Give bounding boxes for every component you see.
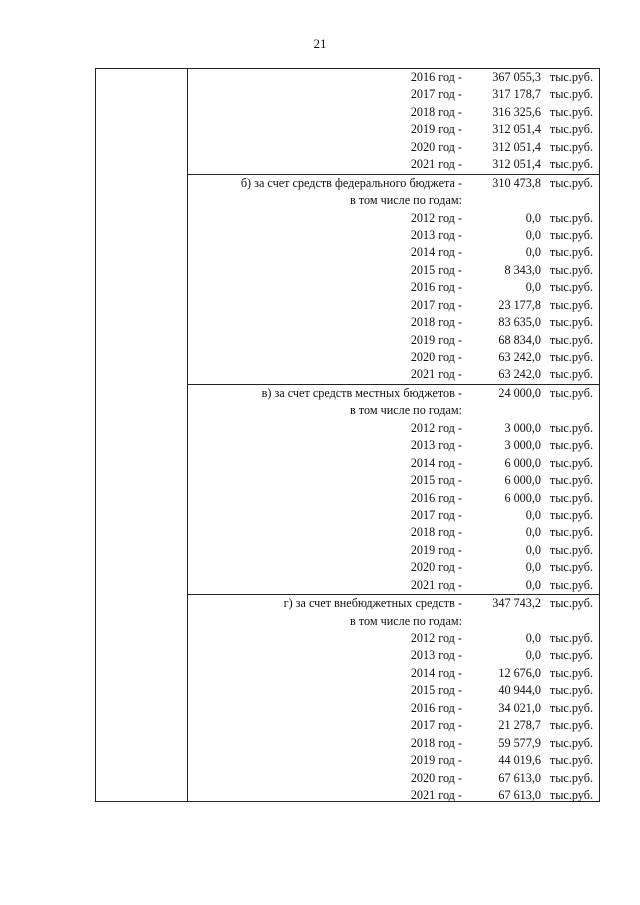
row-value: 8 343,0 xyxy=(504,262,541,277)
row-unit: тыс.руб. xyxy=(549,490,593,505)
row-unit: тыс.руб. xyxy=(549,438,593,453)
row-unit: тыс.руб. xyxy=(549,560,593,575)
year-row xyxy=(188,559,599,576)
section-header-row xyxy=(188,384,599,402)
row-label: 2020 год - xyxy=(410,139,462,154)
row-label: 2013 год - xyxy=(410,438,462,453)
row-value: 0,0 xyxy=(525,280,541,295)
row-unit: тыс.руб. xyxy=(549,473,593,488)
row-unit: тыс.руб. xyxy=(549,367,593,382)
row-value: 310 473,8 xyxy=(492,175,541,190)
year-row xyxy=(188,139,599,156)
row-unit: тыс.руб. xyxy=(549,245,593,260)
row-unit: тыс.руб. xyxy=(549,525,593,540)
section-subheader-row xyxy=(188,613,599,630)
row-value: 21 278,7 xyxy=(498,718,541,733)
row-label: 2021 год - xyxy=(410,577,462,592)
row-label: 2014 год - xyxy=(410,455,462,470)
year-row xyxy=(188,244,599,261)
row-label: 2021 год - xyxy=(410,787,462,802)
row-value: 0,0 xyxy=(525,648,541,663)
year-row xyxy=(188,349,599,366)
row-unit: тыс.руб. xyxy=(549,665,593,680)
row-label: 2015 год - xyxy=(410,683,462,698)
row-value: 0,0 xyxy=(525,542,541,557)
row-label: 2014 год - xyxy=(410,665,462,680)
row-unit: тыс.руб. xyxy=(549,315,593,330)
row-value: 23 177,8 xyxy=(498,297,541,312)
row-value: 6 000,0 xyxy=(504,473,541,488)
row-label: 2014 год - xyxy=(410,245,462,260)
row-label: 2016 год - xyxy=(410,70,462,84)
row-label: 2021 год - xyxy=(410,157,462,172)
row-unit: тыс.руб. xyxy=(549,297,593,312)
row-label: 2013 год - xyxy=(410,227,462,242)
row-unit: тыс.руб. xyxy=(549,87,593,102)
row-label: 2015 год - xyxy=(410,473,462,488)
year-row xyxy=(188,86,599,103)
year-row xyxy=(188,69,599,86)
row-value: 312 051,4 xyxy=(492,122,541,137)
row-value: 40 944,0 xyxy=(498,683,541,698)
row-value: 0,0 xyxy=(525,577,541,592)
row-label: 2018 год - xyxy=(410,525,462,540)
page-number: 21 xyxy=(313,36,327,51)
row-value: 63 242,0 xyxy=(498,350,541,364)
row-unit: тыс.руб. xyxy=(549,683,593,698)
year-row xyxy=(188,630,599,647)
row-label: 2016 год - xyxy=(410,280,462,295)
row-value: 67 613,0 xyxy=(498,770,541,785)
row-unit: тыс.руб. xyxy=(549,542,593,557)
row-value: 83 635,0 xyxy=(498,315,541,330)
row-unit: тыс.руб. xyxy=(549,507,593,522)
year-row xyxy=(188,332,599,349)
row-unit: тыс.руб. xyxy=(549,718,593,733)
row-label: б) за счет средств федерального бюджета - xyxy=(240,175,462,190)
year-row xyxy=(188,262,599,279)
row-unit: тыс.руб. xyxy=(549,280,593,295)
row-value: 0,0 xyxy=(525,507,541,522)
row-label: 2018 год - xyxy=(410,315,462,330)
year-row xyxy=(188,542,599,559)
funding-breakdown-column xyxy=(188,69,599,804)
row-label: 2012 год - xyxy=(410,420,462,435)
funding-table xyxy=(95,68,600,802)
row-unit: тыс.руб. xyxy=(549,332,593,347)
year-row xyxy=(188,314,599,331)
row-label: 2013 год - xyxy=(410,648,462,663)
row-unit: тыс.руб. xyxy=(549,157,593,172)
row-unit: тыс.руб. xyxy=(549,104,593,119)
year-row xyxy=(188,647,599,664)
row-label: 2018 год - xyxy=(410,735,462,750)
row-value: 34 021,0 xyxy=(498,700,541,715)
year-row xyxy=(188,700,599,717)
year-row xyxy=(188,279,599,296)
row-value: 59 577,9 xyxy=(498,735,541,750)
year-row xyxy=(188,472,599,489)
row-label: 2012 год - xyxy=(410,210,462,225)
row-label: в том числе по годам: xyxy=(350,613,462,628)
row-label: г) за счет внебюджетных средств - xyxy=(283,596,462,611)
section-subheader-row xyxy=(188,192,599,209)
row-value: 63 242,0 xyxy=(498,367,541,382)
row-value: 67 613,0 xyxy=(498,787,541,802)
year-row xyxy=(188,121,599,138)
row-unit: тыс.руб. xyxy=(549,753,593,768)
row-value: 44 019,6 xyxy=(498,753,541,768)
year-row xyxy=(188,524,599,541)
row-unit: тыс.руб. xyxy=(549,139,593,154)
row-label: 2020 год - xyxy=(410,770,462,785)
row-value: 3 000,0 xyxy=(504,420,541,435)
row-label: 2012 год - xyxy=(410,631,462,645)
year-row xyxy=(188,577,599,594)
row-value: 0,0 xyxy=(525,245,541,260)
row-value: 316 325,6 xyxy=(492,104,541,119)
row-value: 24 000,0 xyxy=(498,385,541,400)
row-value: 6 000,0 xyxy=(504,490,541,505)
row-value: 367 055,3 xyxy=(492,70,541,84)
year-row xyxy=(188,420,599,437)
row-label: 2019 год - xyxy=(410,753,462,768)
year-row xyxy=(188,507,599,524)
row-label: 2015 год - xyxy=(410,262,462,277)
row-unit: тыс.руб. xyxy=(549,631,593,645)
row-unit: тыс.руб. xyxy=(549,175,593,190)
year-row xyxy=(188,682,599,699)
row-value: 0,0 xyxy=(525,525,541,540)
row-value: 68 834,0 xyxy=(498,332,541,347)
row-value: 347 743,2 xyxy=(492,596,541,611)
row-label: 2017 год - xyxy=(410,87,462,102)
row-label: 2016 год - xyxy=(410,490,462,505)
row-value: 0,0 xyxy=(525,227,541,242)
row-label: 2020 год - xyxy=(410,560,462,575)
year-row xyxy=(188,735,599,752)
row-unit: тыс.руб. xyxy=(549,577,593,592)
row-unit: тыс.руб. xyxy=(549,648,593,663)
table-left-column xyxy=(96,69,188,801)
row-value: 6 000,0 xyxy=(504,455,541,470)
section-subheader-row xyxy=(188,402,599,419)
year-row xyxy=(188,437,599,454)
section-header-row xyxy=(188,594,599,612)
row-label: 2017 год - xyxy=(410,507,462,522)
section-header-row xyxy=(188,174,599,192)
row-label: в том числе по годам: xyxy=(350,403,462,418)
row-unit: тыс.руб. xyxy=(549,770,593,785)
row-unit: тыс.руб. xyxy=(549,700,593,715)
row-unit: тыс.руб. xyxy=(549,385,593,400)
row-unit: тыс.руб. xyxy=(549,262,593,277)
row-label: 2021 год - xyxy=(410,367,462,382)
year-row xyxy=(188,717,599,734)
row-value: 0,0 xyxy=(525,210,541,225)
row-label: 2018 год - xyxy=(410,104,462,119)
row-label: 2017 год - xyxy=(410,718,462,733)
row-label: 2019 год - xyxy=(410,122,462,137)
year-row xyxy=(188,104,599,121)
row-value: 3 000,0 xyxy=(504,438,541,453)
row-label: 2017 год - xyxy=(410,297,462,312)
year-row xyxy=(188,665,599,682)
row-unit: тыс.руб. xyxy=(549,596,593,611)
row-label: 2019 год - xyxy=(410,332,462,347)
row-unit: тыс.руб. xyxy=(549,122,593,137)
year-row xyxy=(188,366,599,383)
row-label: 2016 год - xyxy=(410,700,462,715)
row-label: в том числе по годам: xyxy=(350,193,462,208)
row-value: 312 051,4 xyxy=(492,139,541,154)
row-unit: тыс.руб. xyxy=(549,455,593,470)
row-value: 0,0 xyxy=(525,560,541,575)
year-row xyxy=(188,752,599,769)
row-label: 2020 год - xyxy=(410,350,462,364)
year-row xyxy=(188,455,599,472)
year-row xyxy=(188,210,599,227)
row-value: 317 178,7 xyxy=(492,87,541,102)
row-unit: тыс.руб. xyxy=(549,420,593,435)
row-label: 2019 год - xyxy=(410,542,462,557)
year-row xyxy=(188,156,599,173)
row-value: 12 676,0 xyxy=(498,665,541,680)
row-value: 0,0 xyxy=(525,631,541,645)
row-unit: тыс.руб. xyxy=(549,735,593,750)
year-row xyxy=(188,227,599,244)
row-unit: тыс.руб. xyxy=(549,210,593,225)
year-row xyxy=(188,770,599,787)
year-row xyxy=(188,490,599,507)
row-label: в) за счет средств местных бюджетов - xyxy=(261,385,462,400)
year-row xyxy=(188,297,599,314)
row-unit: тыс.руб. xyxy=(549,350,593,364)
row-unit: тыс.руб. xyxy=(549,227,593,242)
row-unit: тыс.руб. xyxy=(549,70,593,84)
row-value: 312 051,4 xyxy=(492,157,541,172)
row-unit: тыс.руб. xyxy=(549,787,593,802)
year-row xyxy=(188,787,599,804)
